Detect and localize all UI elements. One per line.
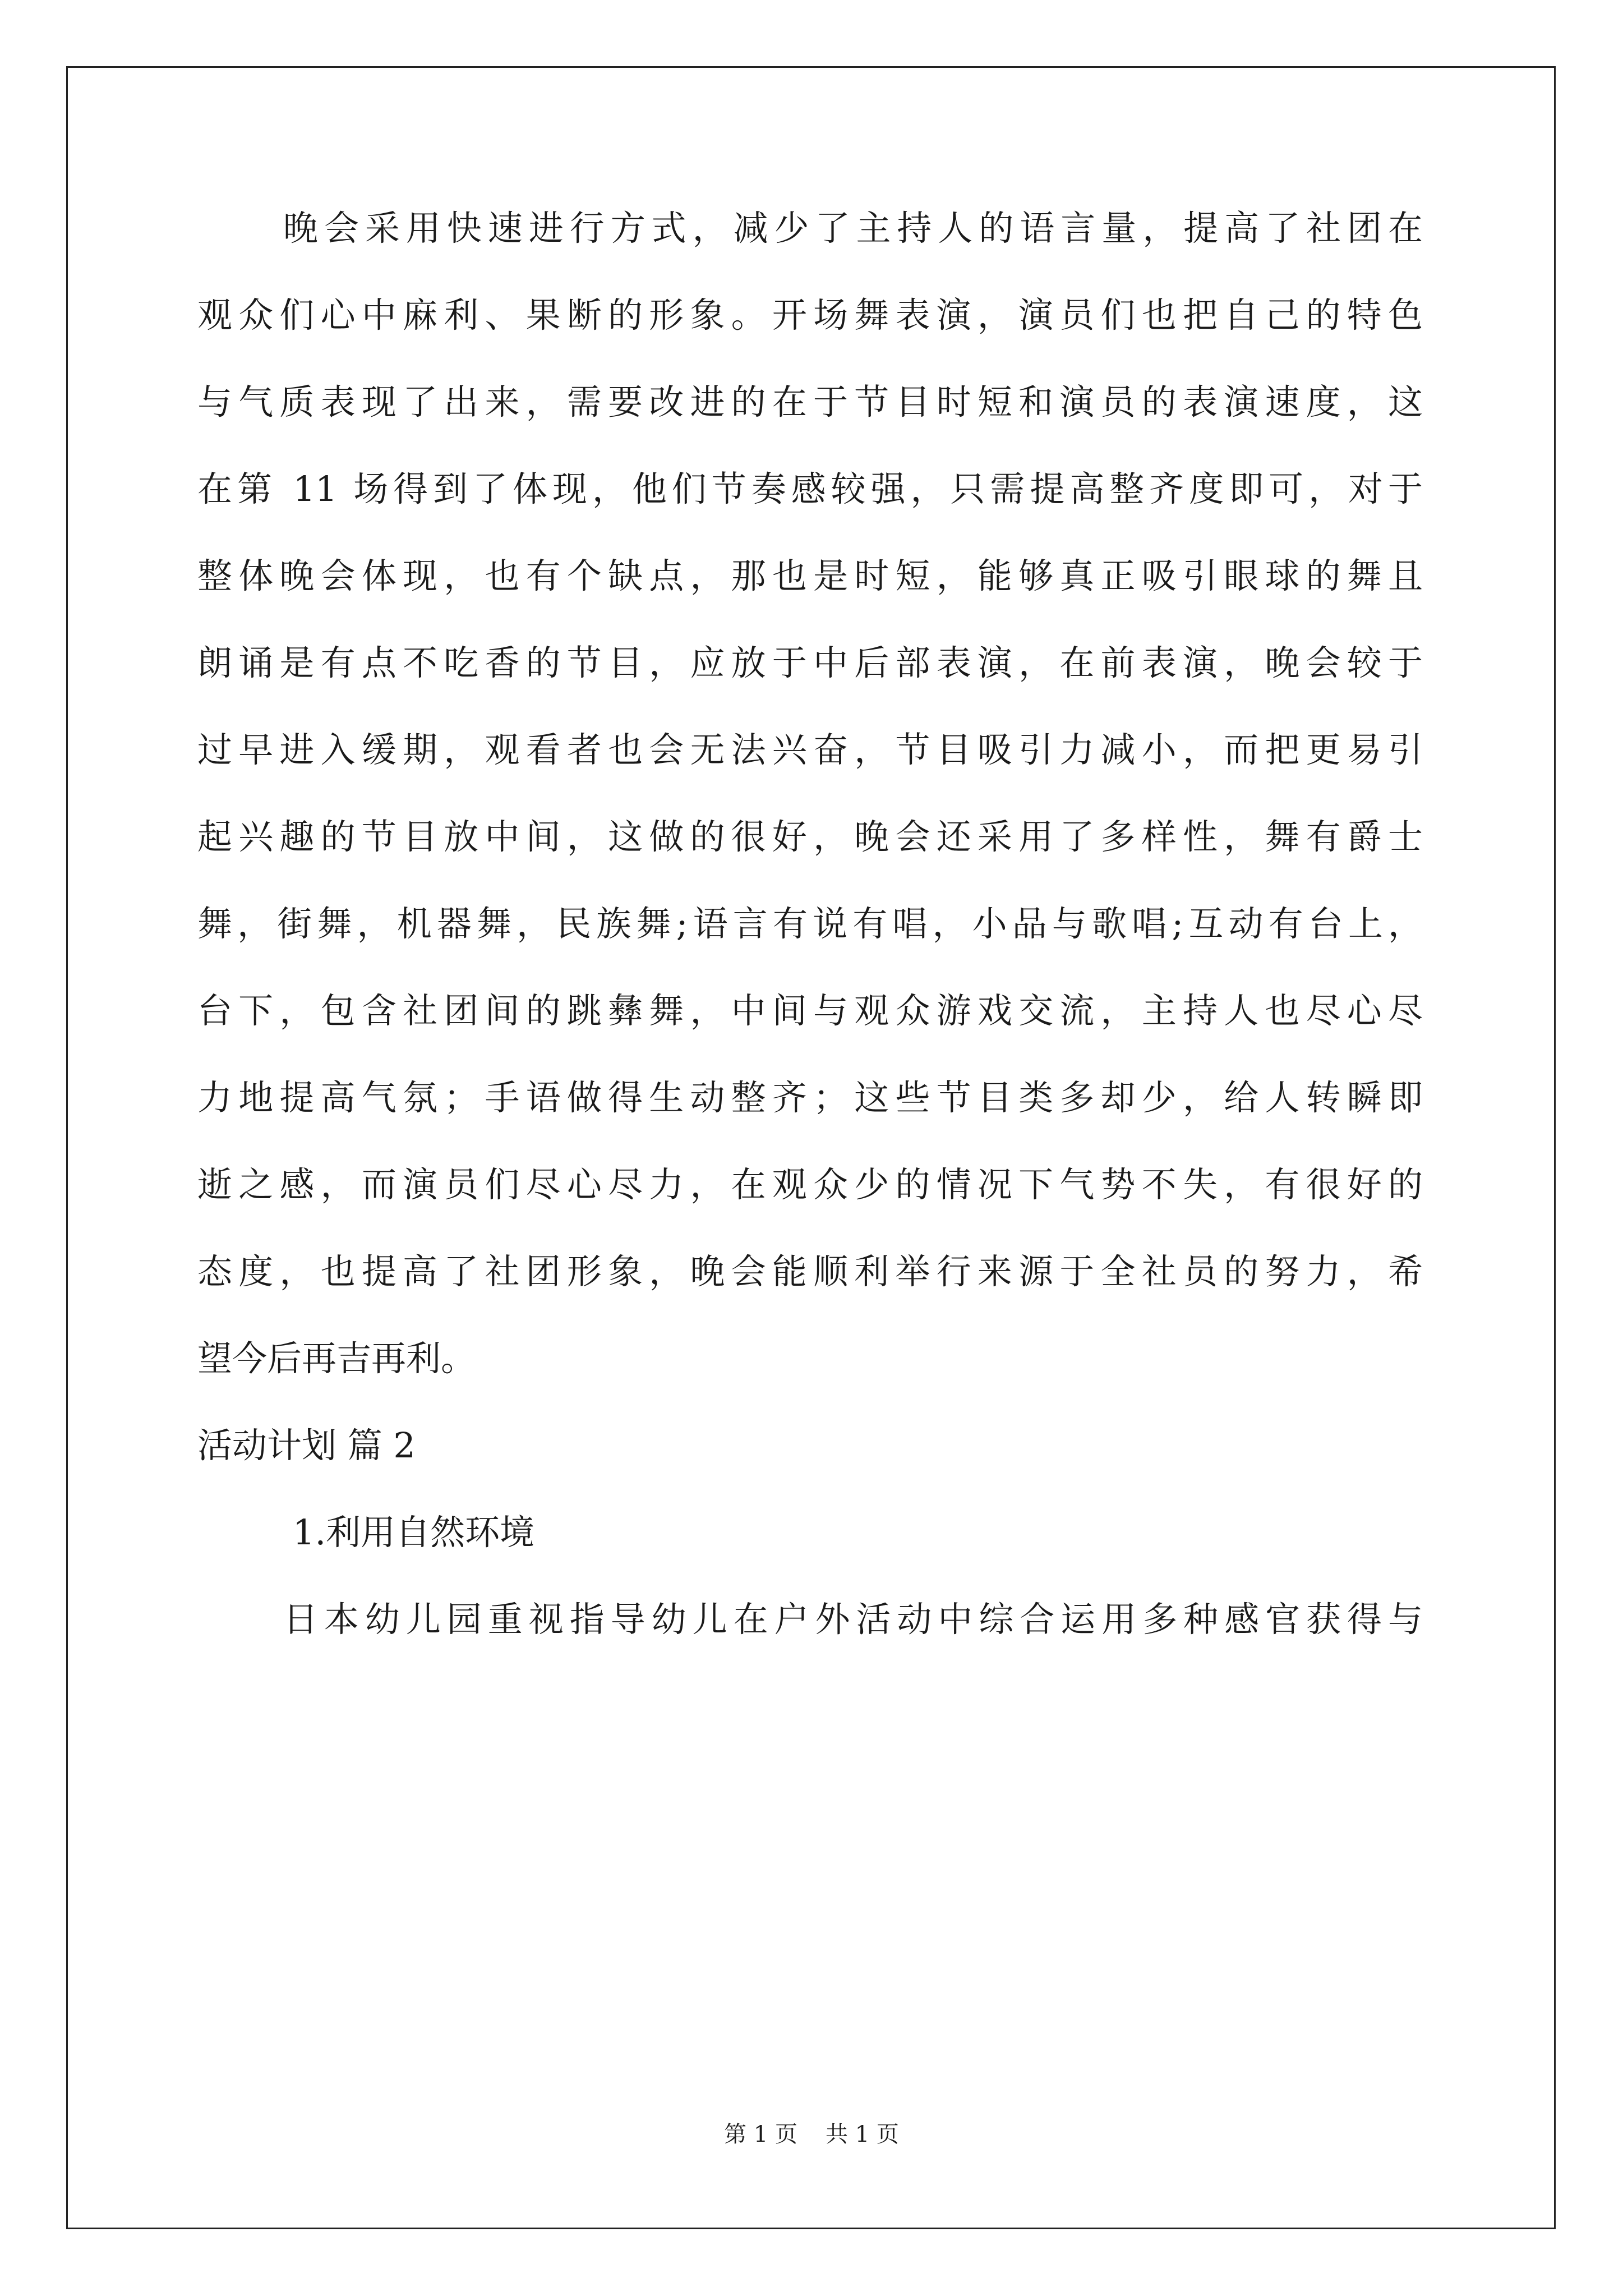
- paragraph-1-line-1: 晚会采用快速进行方式，减少了主持人的语言量，提高了社团在: [283, 208, 1423, 249]
- paragraph-1-line-12: 逝之感，而演员们尽心尽力，在观众少的情况下气势不失，有很好的: [197, 1164, 1423, 1205]
- paragraph-1-line-6: 朗诵是有点不吃香的节目，应放于中后部表演，在前表演，晚会较于: [197, 642, 1423, 683]
- paragraph-2-line-1: 日本幼儿园重视指导幼儿在户外活动中综合运用多种感官获得与: [283, 1599, 1423, 1640]
- subheading: 1.利用自然环境: [293, 1512, 535, 1553]
- page-number-current: 第 1 页: [724, 2122, 797, 2147]
- paragraph-1-line-2: 观众们心中麻利、果断的形象。开场舞表演，演员们也把自己的特色: [197, 295, 1423, 335]
- page-footer: [0, 2120, 1623, 2148]
- paragraph-1-line-8: 起兴趣的节目放中间，这做的很好，晚会还采用了多样性，舞有爵士: [197, 816, 1423, 857]
- paragraph-1-line-7: 过早进入缓期，观看者也会无法兴奋，节目吸引力减小，而把更易引: [197, 729, 1423, 770]
- paragraph-1-line-9: 舞，街舞，机器舞，民族舞;语言有说有唱，小品与歌唱;互动有台上，: [197, 903, 1423, 944]
- paragraph-1-line-3: 与气质表现了出来，需要改进的在于节目时短和演员的表演速度，这: [197, 381, 1423, 422]
- paragraph-1-line-14: 望今后再吉再利。: [197, 1338, 476, 1379]
- paragraph-1-line-4: 在第 11 场得到了体现，他们节奏感较强，只需提高整齐度即可，对于: [197, 468, 1423, 509]
- paragraph-1-line-5: 整体晚会体现，也有个缺点，那也是时短，能够真正吸引眼球的舞且: [197, 555, 1423, 596]
- paragraph-1-line-11: 力地提高气氛；手语做得生动整齐；这些节目类多却少，给人转瞬即: [197, 1077, 1423, 1118]
- paragraph-1-line-13: 态度，也提高了社团形象，晚会能顺利举行来源于全社员的努力，希: [197, 1251, 1423, 1292]
- section-heading: 活动计划 篇 2: [197, 1425, 416, 1466]
- page-number-total: 共 1 页: [826, 2122, 899, 2147]
- paragraph-1-line-10: 台下，包含社团间的跳彝舞，中间与观众游戏交流，主持人也尽心尽: [197, 990, 1423, 1031]
